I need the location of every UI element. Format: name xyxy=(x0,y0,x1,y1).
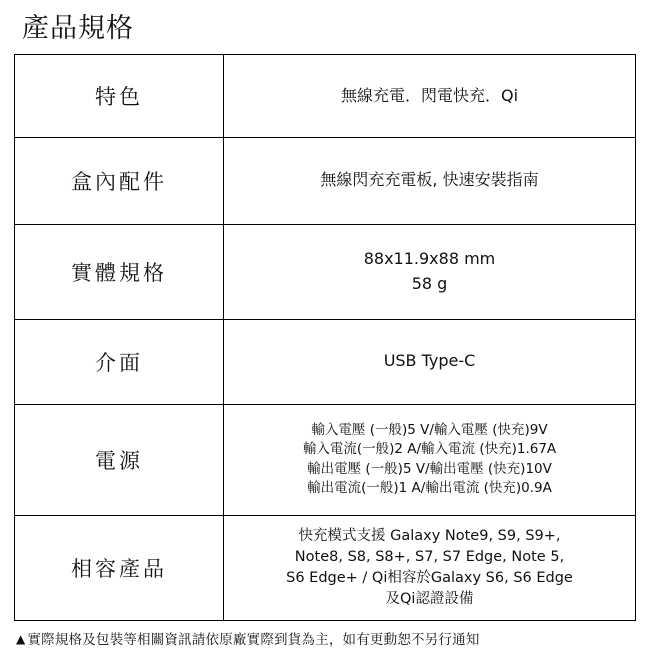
row-label-physical: 實體規格 xyxy=(15,224,224,319)
warning-triangle-icon: ▲ xyxy=(16,631,26,646)
footnote xyxy=(14,628,636,648)
table-row xyxy=(15,515,636,620)
row-label-box-contents: 盒內配件 xyxy=(15,137,224,224)
row-value-feature: 無線充電．閃電快充．Qi xyxy=(224,54,636,137)
compat-line-4: 及Qi認證設備 xyxy=(385,590,474,607)
power-line-1: 輸入電壓 (一般)5 V/輸入電壓 (快充)9V xyxy=(311,421,548,438)
power-line-3: 輸出電壓 (一般)5 V/輸出電壓 (快充)10V xyxy=(307,460,552,477)
row-value-interface: USB Type-C xyxy=(224,319,636,404)
table-row xyxy=(15,137,636,224)
page-title: 產品規格 xyxy=(22,13,134,44)
physical-line-2: 58 g xyxy=(411,273,448,293)
physical-line-1: 88x11.9x88 mm xyxy=(363,248,496,268)
compat-line-3: S6 Edge+ / Qi相容於Galaxy S6, S6 Edge xyxy=(286,569,573,586)
table-row xyxy=(15,54,636,137)
row-value-power xyxy=(224,404,636,515)
compat-line-2: Note8, S8, S8+, S7, S7 Edge, Note 5, xyxy=(294,548,565,565)
row-value-box-contents: 無線閃充充電板, 快速安裝指南 xyxy=(224,137,636,224)
row-label-compatibility: 相容產品 xyxy=(15,515,224,620)
table-row xyxy=(15,224,636,319)
row-value-compatibility xyxy=(224,515,636,620)
table-row xyxy=(15,319,636,404)
power-line-2: 輸入電流(一般)2 A/輸入電流 (快充)1.67A xyxy=(302,441,557,458)
table-row xyxy=(15,404,636,515)
footnote-text: 實際規格及包裝等相關資訊請依原廠實際到貨為主，如有更動恕不另行通知 xyxy=(27,631,480,648)
specification-table xyxy=(14,54,636,621)
row-value-physical xyxy=(224,224,636,319)
compat-line-1: 快充模式支援 Galaxy Note9, S9, S9+, xyxy=(298,527,561,544)
row-label-interface: 介面 xyxy=(15,319,224,404)
power-line-4: 輸出電流(一般)1 A/輸出電流 (快充)0.9A xyxy=(307,480,552,497)
row-label-power: 電源 xyxy=(15,404,224,515)
row-label-feature: 特色 xyxy=(15,54,224,137)
